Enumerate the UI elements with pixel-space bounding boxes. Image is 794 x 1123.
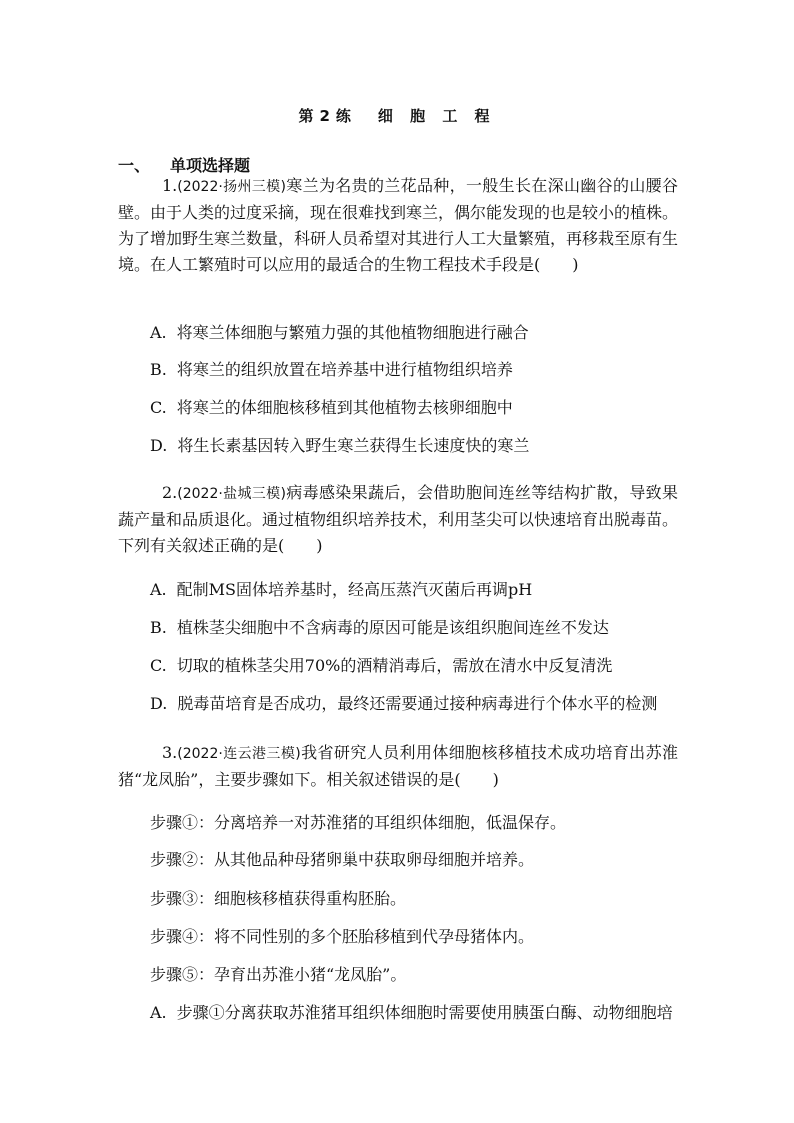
option-text: 将寒兰的组织放置在培养基中进行植物组织培养	[176, 360, 513, 379]
q3-step-3: 步骤③：细胞核移植获得重构胚胎。	[150, 889, 407, 908]
question-source: (2022·盐城三模)	[177, 486, 286, 502]
option-text: 将寒兰的体细胞核移植到其他植物去核卵细胞中	[176, 398, 513, 417]
option-letter: A.	[150, 580, 167, 599]
option-text: 脱毒苗培育是否成功，最终还需要通过接种病毒进行个体水平的检测	[177, 694, 658, 713]
question-2	[118, 480, 678, 559]
q1-option-a	[150, 322, 690, 344]
question-number: 2.	[162, 483, 178, 502]
option-letter: B.	[150, 618, 167, 637]
q3-step-5: 步骤⑤：孕育出苏淮小猪“龙凤胎”。	[150, 965, 407, 984]
option-text: 植株茎尖细胞中不含病毒的原因可能是该组织胞间连丝不发达	[176, 618, 609, 637]
option-text: 步骤①分离获取苏淮猪耳组织体细胞时需要使用胰蛋白酶、动物细胞培	[176, 1003, 673, 1022]
question-source: (2022·连云港三模)	[177, 746, 301, 762]
option-letter: D.	[150, 694, 168, 713]
question-number: 1.	[162, 176, 178, 195]
page-title: 第2练 细 胞 工 程	[298, 107, 496, 125]
option-text: 将寒兰体细胞与繁殖力强的其他植物细胞进行融合	[176, 323, 529, 342]
question-source: (2022·扬州三模)	[177, 179, 286, 195]
question-text: 病毒感染果蔬后，会借助胞间连丝等结构扩散，导致果蔬产量和品质退化。通过植物组织培养技术，利用茎尖可以快速培育出脱毒苗。下列有关叙述正确的是( )	[118, 483, 679, 555]
option-letter: A.	[150, 1003, 167, 1022]
option-text: 将生长素基因转入野生寒兰获得生长速度快的寒兰	[177, 436, 530, 455]
q2-option-d	[150, 693, 690, 715]
q1-option-d	[150, 435, 690, 457]
q2-option-c	[150, 655, 690, 677]
option-text: 配制MS固体培养基时，经高压蒸汽灭菌后再调pH	[176, 580, 533, 599]
q3-step-4: 步骤④：将不同性别的多个胚胎移植到代孕母猪体内。	[150, 927, 535, 946]
option-letter: D.	[150, 436, 168, 455]
question-text: 寒兰为名贵的兰花品种，一般生长在深山幽谷的山腰谷壁。由于人类的过度采摘，现在很难找到寒兰，偶尔能发现的也是较小的植株。为了增加野生寒兰数量，科研人员希望对其进行人工大量繁殖，再移栽至原有生境。在人工繁殖时可以应用的最适合的生物工程技术手段是( )	[118, 176, 679, 274]
section-number: 一、	[118, 156, 151, 175]
option-text: 切取的植株茎尖用70%的酒精消毒后，需放在清水中反复清洗	[176, 656, 613, 675]
q3-step-1: 步骤①：分离培养一对苏淮猪的耳组织体细胞，低温保存。	[150, 813, 567, 832]
q2-option-b	[150, 617, 690, 639]
question-3	[118, 740, 678, 793]
option-letter: C.	[150, 656, 167, 675]
option-letter: C.	[150, 398, 167, 417]
q2-option-a	[150, 579, 690, 601]
q3-option-a	[150, 1002, 690, 1024]
q3-step-2: 步骤②：从其他品种母猪卵巢中获取卵母细胞并培养。	[150, 850, 535, 869]
option-letter: B.	[150, 360, 167, 379]
question-text: 我省研究人员利用体细胞核移植技术成功培育出苏淮猪“龙凤胎”，主要步骤如下。相关叙述错误的是( )	[118, 743, 678, 789]
q1-option-c	[150, 397, 690, 419]
question-1	[118, 173, 678, 278]
q1-option-b	[150, 359, 690, 381]
section-label: 单项选择题	[170, 156, 251, 175]
question-number: 3.	[162, 743, 178, 762]
option-letter: A.	[150, 323, 167, 342]
